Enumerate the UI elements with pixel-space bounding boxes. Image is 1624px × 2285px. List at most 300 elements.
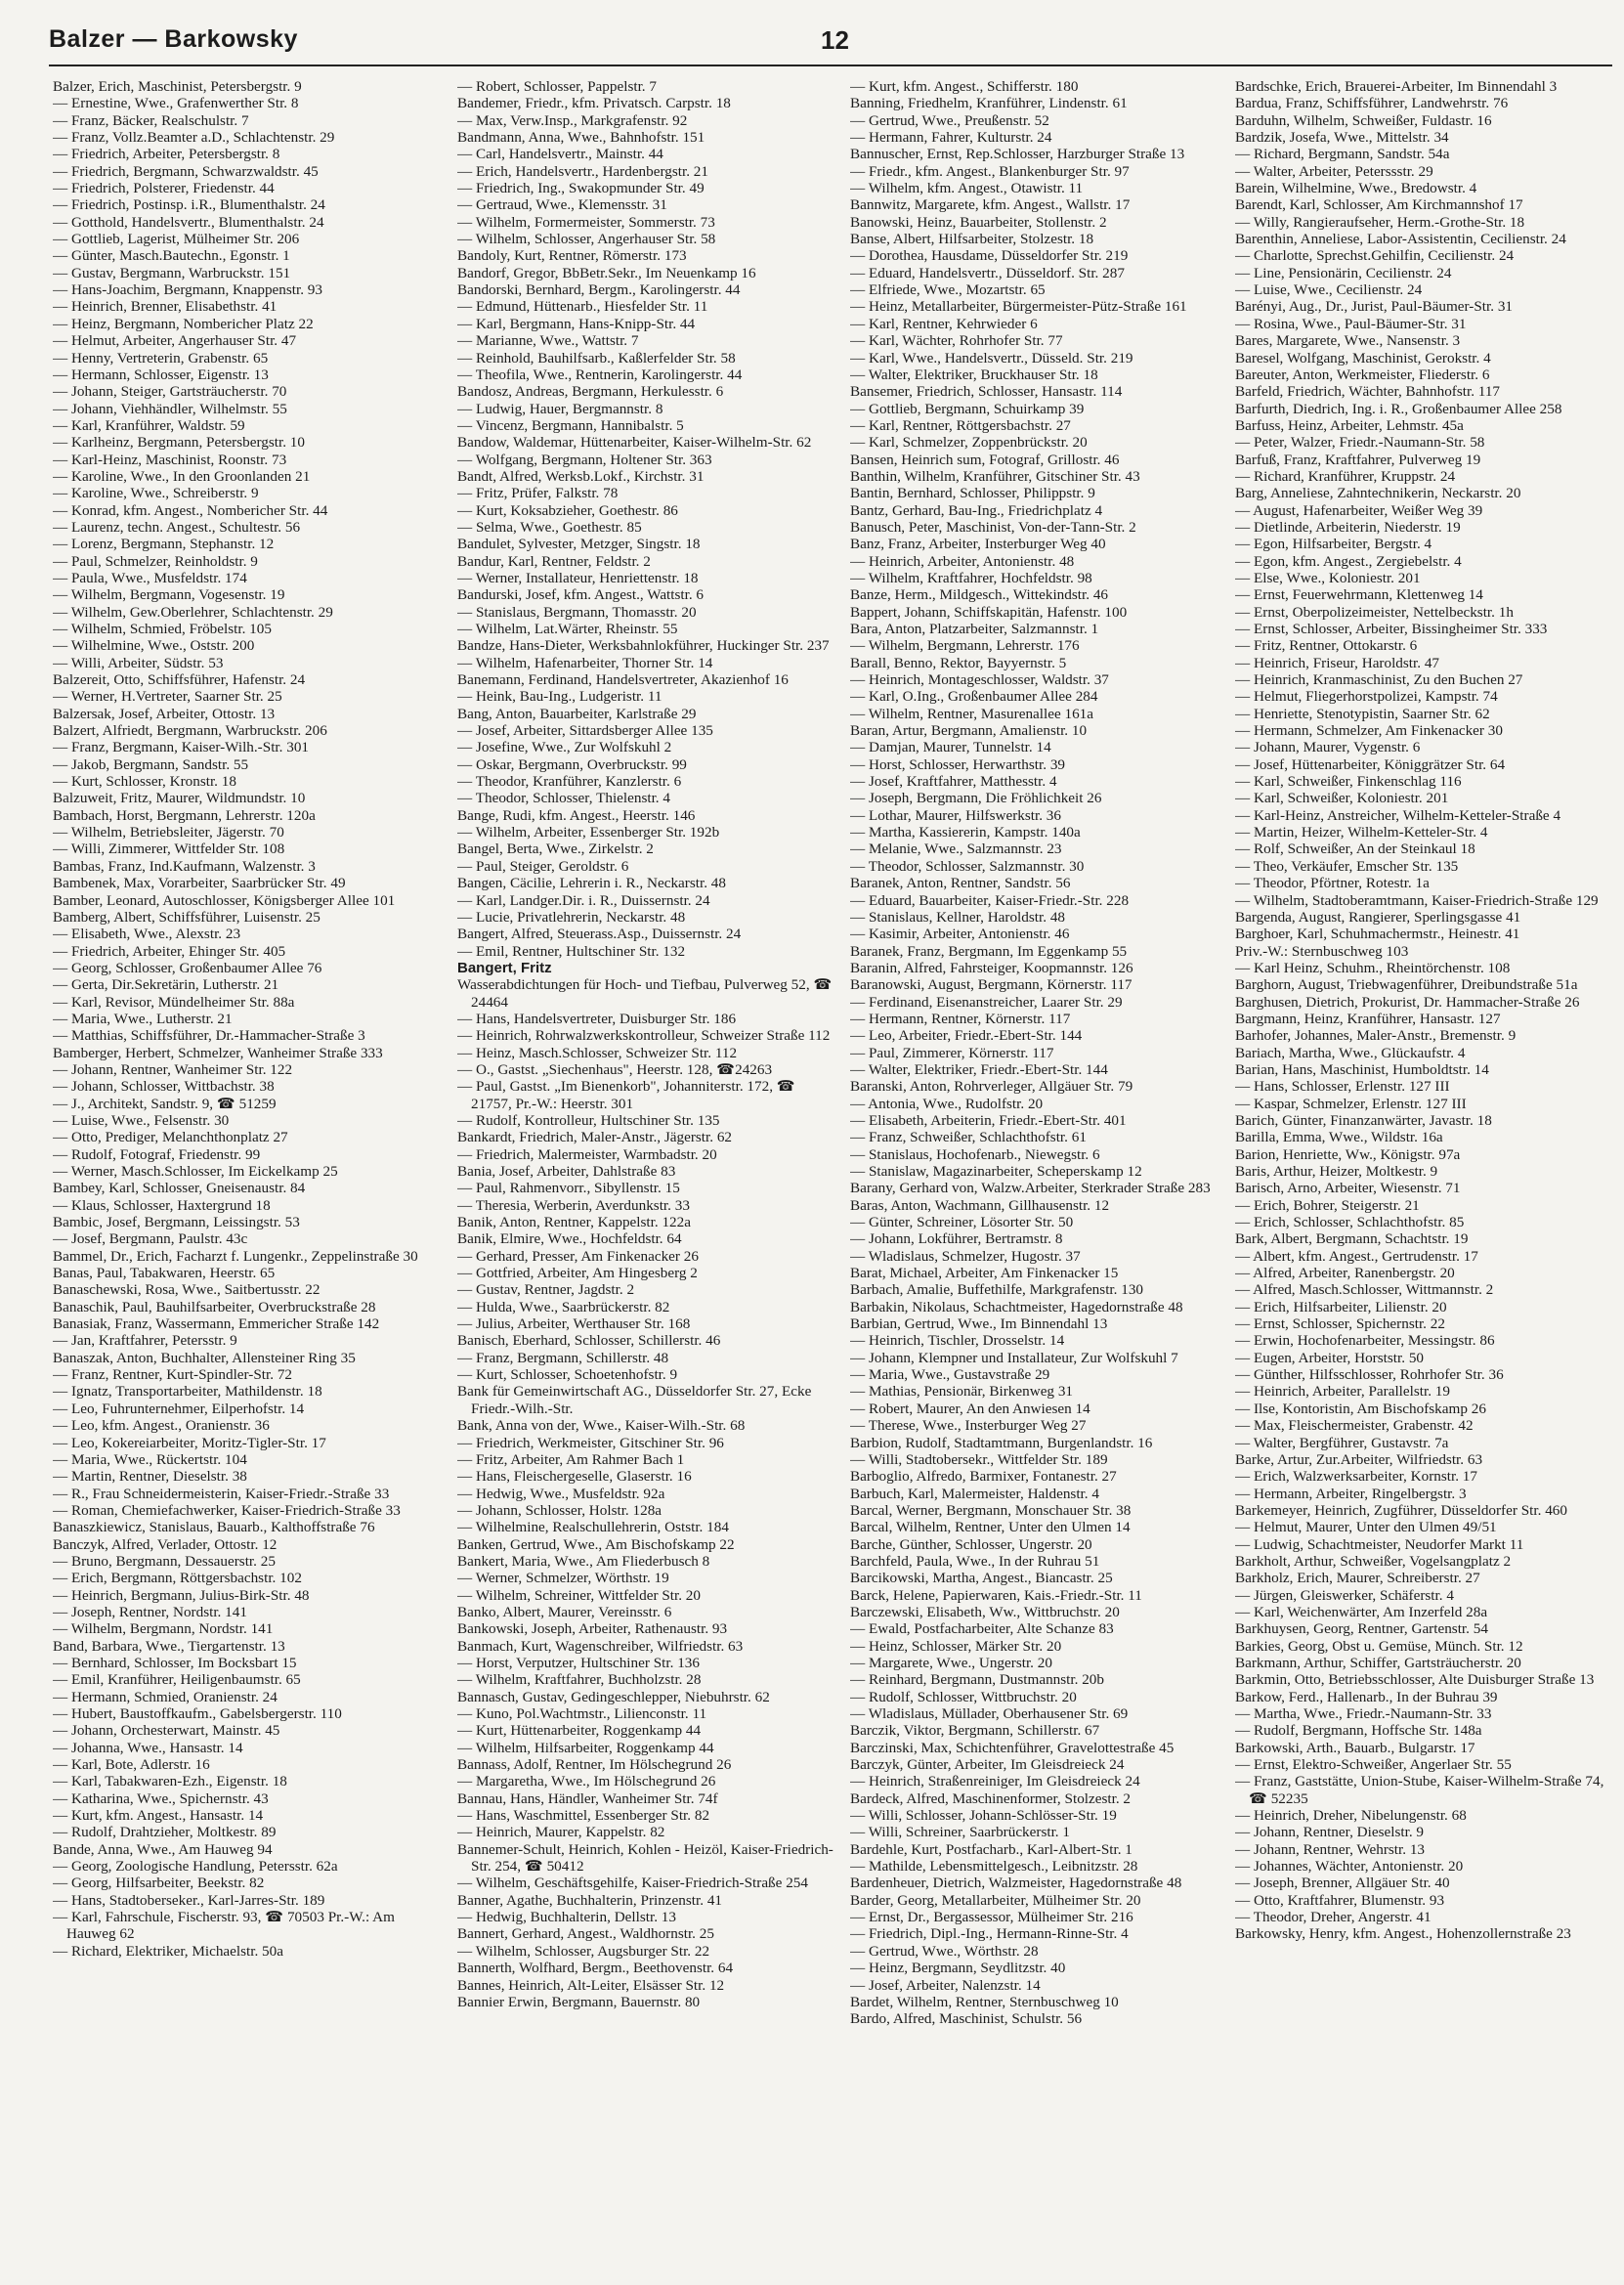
directory-entry: — Emil, Kranführer, Heiligenbaumstr. 65 — [53, 1671, 301, 1689]
directory-entry: Banik, Anton, Rentner, Kappelstr. 122a — [457, 1214, 691, 1231]
directory-entry: — Oskar, Bergmann, Overbruckstr. 99 — [457, 755, 687, 773]
directory-entry: — Helmut, Arbeiter, Angerhauser Str. 47 — [53, 332, 297, 350]
directory-entry: — Rudolf, Schlosser, Wittbruchstr. 20 — [850, 1688, 1077, 1705]
directory-entry: — Heinrich, Friseur, Haroldstr. 47 — [1235, 654, 1440, 671]
directory-entry: — Friedr., kfm. Angest., Blankenburger Str. 97 — [850, 162, 1130, 180]
directory-entry: Barfuß, Franz, Kraftfahrer, Pulverweg 19 — [1235, 451, 1481, 468]
directory-entry: Bansen, Heinrich sum, Fotograf, Grillostr. 46 — [850, 451, 1120, 468]
directory-entry: — Wilhelm, Lat.Wärter, Rheinstr. 55 — [457, 621, 678, 637]
directory-entry: — Hermann, Schmied, Oranienstr. 24 — [53, 1688, 278, 1705]
directory-entry: — Line, Pensionärin, Cecilienstr. 24 — [1235, 264, 1452, 281]
directory-entry: — Johann, Orchesterwart, Mainstr. 45 — [53, 1722, 280, 1740]
directory-entry: — Helmut, Maurer, Unter den Ulmen 49/51 — [1235, 1519, 1497, 1536]
directory-entry: — Erich, Bergmann, Röttgersbachstr. 102 — [53, 1570, 302, 1587]
directory-entry: Bardet, Wilhelm, Rentner, Sternbuschweg 10 — [850, 1993, 1119, 2010]
directory-entry: Barein, Wilhelmine, Wwe., Bredowstr. 4 — [1235, 180, 1477, 197]
directory-entry: Bambey, Karl, Schlosser, Gneisenaustr. 84 — [53, 1180, 306, 1197]
directory-entry: — Gertrud, Wwe., Preußenstr. 52 — [850, 111, 1049, 129]
directory-entry: — Elfriede, Wwe., Mozartstr. 65 — [850, 281, 1046, 299]
directory-entry: — Ernestine, Wwe., Grafenwerther Str. 8 — [53, 95, 299, 112]
directory-entry: Baranowski, August, Bergmann, Körnerstr. 117 — [850, 976, 1133, 994]
directory-entry: — Willi, Schlosser, Johann-Schlösser-Str. 19 — [850, 1807, 1117, 1825]
directory-entry: Baras, Anton, Wachmann, Gillhausenstr. 12 — [850, 1196, 1110, 1214]
directory-entry: — Wilhelm, Rentner, Masurenallee 161a — [850, 705, 1094, 722]
directory-entry: Bandt, Alfred, Werksb.Lokf., Kirchstr. 31 — [457, 467, 705, 485]
directory-entry: — Heinz, Metallarbeiter, Bürgermeister-Pütz-Straße 161 — [850, 298, 1187, 316]
directory-entry: — Kuno, Pol.Wachtmstr., Lilienconstr. 11 — [457, 1705, 707, 1722]
directory-entry: Barczik, Viktor, Bergmann, Schillerstr. 67 — [850, 1722, 1100, 1740]
directory-entry: — Heinrich, Maurer, Kappelstr. 82 — [457, 1824, 665, 1841]
directory-entry: — Eduard, Bauarbeiter, Kaiser-Friedr.-Str. 228 — [850, 891, 1130, 909]
directory-entry: — Heinrich, Straßenreiniger, Im Gleisdreieck 24 — [850, 1773, 1140, 1790]
directory-entry: — Paula, Wwe., Musfeldstr. 174 — [53, 569, 247, 586]
directory-entry: Banas, Paul, Tabakwaren, Heerstr. 65 — [53, 1265, 276, 1282]
directory-entry: Banaszak, Anton, Buchhalter, Allensteiner Ring 35 — [53, 1349, 356, 1366]
directory-entry: Barghusen, Dietrich, Prokurist, Dr. Hammacher-Straße 26 — [1235, 993, 1580, 1011]
directory-entry: — Willi, Arbeiter, Südstr. 53 — [53, 654, 224, 671]
directory-entry: — Wilhelm, Bergmann, Vogesenstr. 19 — [53, 586, 285, 604]
directory-entry: — Josef, Arbeiter, Nalenzstr. 14 — [850, 1976, 1041, 1994]
directory-entry: — Alfred, Arbeiter, Ranenbergstr. 20 — [1235, 1265, 1455, 1282]
directory-entry: — Karoline, Wwe., Schreiberstr. 9 — [53, 485, 259, 502]
directory-entry: Barkhuysen, Georg, Rentner, Gartenstr. 54 — [1235, 1620, 1488, 1638]
directory-entry: — Willy, Rangieraufseher, Herm.-Grothe-Str. 18 — [1235, 213, 1525, 231]
directory-entry: — Carl, Handelsvertr., Mainstr. 44 — [457, 146, 663, 163]
directory-entry: — Karl, O.Ing., Großenbaumer Allee 284 — [850, 688, 1098, 706]
directory-entry: Bandulet, Sylvester, Metzger, Singstr. 18 — [457, 536, 701, 553]
directory-entry: Balzersak, Josef, Arbeiter, Ottostr. 13 — [53, 705, 276, 722]
directory-entry: Bamberg, Albert, Schiffsführer, Luisenstr. 25 — [53, 908, 321, 926]
directory-entry: — Theresia, Werberin, Averdunkstr. 33 — [457, 1196, 690, 1214]
directory-entry: Bannier Erwin, Bergmann, Bauernstr. 80 — [457, 1993, 701, 2010]
directory-entry: Bantz, Gerhard, Bau-Ing., Friedrichplatz 4 — [850, 501, 1103, 519]
directory-entry: Banken, Gertrud, Wwe., Am Bischofskamp 22 — [457, 1535, 735, 1553]
directory-entry: Barche, Günther, Schlosser, Ungerstr. 20 — [850, 1535, 1092, 1553]
directory-entry: — Melanie, Wwe., Salzmannstr. 23 — [850, 841, 1062, 858]
directory-entry: Bank, Anna von der, Wwe., Kaiser-Wilh.-Str. 68 — [457, 1417, 746, 1435]
directory-entry: — Kaspar, Schmelzer, Erlenstr. 127 III — [1235, 1095, 1467, 1112]
directory-entry: — Leo, kfm. Angest., Oranienstr. 36 — [53, 1417, 270, 1435]
directory-entry: — Friedrich, Malermeister, Warmbadstr. 20 — [457, 1145, 717, 1163]
directory-entry: — Peter, Walzer, Friedr.-Naumann-Str. 58 — [1235, 434, 1485, 452]
directory-entry: Bardzik, Josefa, Wwe., Mittelstr. 34 — [1235, 129, 1449, 147]
directory-entry: — Hulda, Wwe., Saarbrückerstr. 82 — [457, 1298, 670, 1315]
directory-entry: Bandze, Hans-Dieter, Werksbahnlokführer, Huckinger Str. 237 — [457, 637, 830, 655]
directory-entry: — Heinrich, Rohrwalzwerksk​ontrolleur, Schweizer Straße 112 — [457, 1027, 831, 1045]
directory-entry: Barbach, Amalie, Buffethilfe, Markgrafenstr. 130 — [850, 1281, 1144, 1299]
directory-entry: — Horst, Verputzer, Hultschiner Str. 136 — [457, 1654, 700, 1671]
directory-entry: — Elisabeth, Wwe., Alexstr. 23 — [53, 926, 241, 943]
directory-entry: — Hans, Waschmittel, Essenberger Str. 82 — [457, 1807, 710, 1825]
directory-entry: — Josef, Kraftfahrer, Matthesstr. 4 — [850, 773, 1057, 791]
directory-entry: Barczewski, Elisabeth, Ww., Wittbruchstr. 20 — [850, 1603, 1120, 1620]
directory-entry: Barfurth, Diedrich, Ing. i. R., Großenbaumer Allee 258 — [1235, 400, 1562, 417]
directory-entry: — Karl, Weichenwärter, Am Inzerfeld 28a — [1235, 1603, 1488, 1620]
column-2 — [457, 78, 836, 2267]
directory-entry: — Karlheinz, Bergmann, Petersbergstr. 10 — [53, 434, 305, 452]
directory-entry: — Friedrich, Werkmeister, Gitschiner Str. 96 — [457, 1434, 724, 1451]
directory-entry: — Karl, Wächter, Rohrhofer Str. 77 — [850, 332, 1063, 350]
directory-entry: — Heinrich, Montageschlosser, Waldstr. 37 — [850, 671, 1109, 689]
directory-entry: — Erich, Schlosser, Schlachthofstr. 85 — [1235, 1214, 1465, 1231]
directory-entry: Bambic, Josef, Bergmann, Leissingstr. 53 — [53, 1214, 300, 1231]
directory-entry: Bankardt, Friedrich, Maler-Anstr., Jägerstr. 62 — [457, 1129, 733, 1146]
directory-entry: — Martin, Rentner, Dieselstr. 38 — [53, 1468, 247, 1486]
directory-entry: — Lucie, Privatlehrerin, Neckarstr. 48 — [457, 908, 686, 926]
directory-entry: — Egon, Hilfsarbeiter, Bergstr. 4 — [1235, 536, 1432, 553]
directory-entry: — Josef, Bergmann, Paulstr. 43c — [53, 1230, 248, 1248]
directory-entry: — Eduard, Handelsvertr., Düsseldorf. Str. 287 — [850, 264, 1125, 281]
directory-entry: — Friedrich, Bergmann, Schwarzwaldstr. 45 — [53, 162, 319, 180]
directory-entry: Bandur, Karl, Rentner, Feldstr. 2 — [457, 552, 651, 570]
directory-entry: — Gerta, Dir.Sekretärin, Lutherstr. 21 — [53, 976, 279, 994]
directory-entry: — Ernst, Oberpolizeimeister, Nettelbeckstr. 1h — [1235, 603, 1514, 621]
directory-entry: — Rudolf, Drahtzieher, Moltkestr. 89 — [53, 1824, 277, 1841]
directory-entry: — Ferdinand, Eisenanstreicher, Laarer Str. 29 — [850, 993, 1123, 1011]
directory-entry: Bandosz, Andreas, Bergmann, Herkulesstr. 6 — [457, 383, 724, 401]
directory-entry: — Heinz, Masch.Schlosser, Schweizer Str. 112 — [457, 1044, 738, 1061]
directory-entry: — Wilhelm, Hafenarbeiter, Thorner Str. 14 — [457, 654, 713, 671]
directory-entry: Baranek, Franz, Bergmann, Im Eggenkamp 55 — [850, 942, 1128, 960]
directory-entry: — Paul, Zimmerer, Körnerstr. 117 — [850, 1044, 1054, 1061]
directory-entry: — Franz, Schweißer, Schlachthofstr. 61 — [850, 1129, 1087, 1146]
directory-entry: — Martha, Wwe., Friedr.-Naumann-Str. 33 — [1235, 1705, 1492, 1722]
directory-entry: — J., Architekt, Sandstr. 9, ☎ 51259 — [53, 1095, 277, 1112]
directory-entry: — Gertrud, Wwe., Wörthstr. 28 — [850, 1942, 1039, 1960]
directory-entry: — Kurt, Schlosser, Schoetenhofstr. 9 — [457, 1366, 678, 1384]
directory-entry: — Hedwig, Wwe., Musfeldstr. 92a — [457, 1485, 665, 1502]
directory-entry: — Rudolf, Bergmann, Hoffsche Str. 148a — [1235, 1722, 1482, 1740]
directory-entry: — Friedrich, Dipl.-Ing., Hermann-Rinne-Str. 4 — [850, 1925, 1129, 1943]
directory-entry: Barkmann, Arthur, Schiffer, Gartsträucherstr. 20 — [1235, 1654, 1521, 1671]
directory-entry: Bannasch, Gustav, Gedingeschlepper, Niebuhrstr. 62 — [457, 1688, 770, 1705]
directory-entry: Bardschke, Erich, Brauerei-Arbeiter, Im Binnendahl 3 — [1235, 78, 1558, 95]
directory-entry: Barkowski, Arth., Bauarb., Bulgarstr. 17 — [1235, 1739, 1475, 1756]
directory-entry: — Karl, Wwe., Handelsvertr., Düsseld. Str. 219 — [850, 349, 1133, 366]
directory-entry: Barall, Benno, Rektor, Bayyernstr. 5 — [850, 654, 1067, 671]
directory-entry: Barkmin, Otto, Betriebsschlosser, Alte Duisburger Straße 13 — [1235, 1671, 1595, 1689]
directory-entry: — Erich, Walzwerksarbeiter, Kornstr. 17 — [1235, 1468, 1477, 1486]
directory-entry: — Otto, Kraftfahrer, Blumenstr. 93 — [1235, 1891, 1445, 1909]
directory-entry: — Rudolf, Kontrolleur, Hultschiner Str. 135 — [457, 1111, 720, 1129]
directory-entry: Barkies, Georg, Obst u. Gemüse, Münch. Str. 12 — [1235, 1637, 1523, 1655]
directory-entry: — Julius, Arbeiter, Werthauser Str. 168 — [457, 1315, 691, 1333]
directory-entry: — Leo, Arbeiter, Friedr.-Ebert-Str. 144 — [850, 1027, 1083, 1045]
directory-entry: — Hubert, Baustoffkaufm., Gabelsbergerstr. 110 — [53, 1705, 342, 1722]
directory-entry: — Johanna, Wwe., Hansastr. 14 — [53, 1739, 243, 1756]
directory-entry: — Georg, Zoologische Handlung, Petersstr. 62a — [53, 1858, 338, 1875]
directory-entry: Barbuch, Karl, Malermeister, Haldenstr. 4 — [850, 1485, 1099, 1502]
directory-entry: Barduhn, Wilhelm, Schweißer, Fuldastr. 16 — [1235, 111, 1492, 129]
directory-entry: — Otto, Prediger, Melanchthonplatz 27 — [53, 1129, 288, 1146]
directory-entry: — Martha, Kassiererin, Kampstr. 140a — [850, 824, 1081, 841]
directory-entry: Bammel, Dr., Erich, Facharzt f. Lungenkr., Zeppelinstraße 30 — [53, 1247, 418, 1265]
directory-entry: Baran, Artur, Bergmann, Amalienstr. 10 — [850, 722, 1088, 740]
directory-entry: — Heinz, Bergmann, Nombericher Platz 22 — [53, 315, 314, 332]
directory-entry: Wasserabdichtungen für Hoch- und Tiefbau, Pulverweg 52, ☎ 24464 — [457, 976, 833, 1011]
directory-entry: — Else, Wwe., Koloniestr. 201 — [1235, 569, 1421, 586]
directory-entry: — Werner, H.Vertreter, Saarner Str. 25 — [53, 688, 282, 706]
directory-entry: — Paul, Gastst. „Im Bienenkorb", Johanniterstr. 172, ☎ 21757, Pr.-W.: Heerstr. 301 — [457, 1078, 795, 1112]
directory-entry: — Hermann, Rentner, Körnerstr. 117 — [850, 1010, 1071, 1027]
directory-entry: Bambas, Franz, Ind.Kaufmann, Walzenstr. 3 — [53, 857, 316, 875]
directory-entry: — Fritz, Arbeiter, Am Rahmer Bach 1 — [457, 1450, 685, 1468]
directory-entry: — Walter, Arbeiter, Peterssstr. 29 — [1235, 162, 1433, 180]
directory-entry: — Karl, Bergmann, Hans-Knipp-Str. 44 — [457, 315, 696, 332]
directory-entry: Bardo, Alfred, Maschinist, Schulstr. 56 — [850, 2010, 1083, 2028]
directory-entry: Bannert, Gerhard, Angest., Waldhornstr. 25 — [457, 1925, 714, 1943]
directory-entry: Bandurski, Josef, kfm. Angest., Wattstr. 6 — [457, 586, 705, 604]
directory-entry: — Theodor, Dreher, Angerstr. 41 — [1235, 1909, 1432, 1926]
directory-entry: Baranek, Anton, Rentner, Sandstr. 56 — [850, 875, 1071, 892]
directory-entry: — Theodor, Schlosser, Thielenstr. 4 — [457, 790, 670, 807]
directory-entry: — Matthias, Schiffsführer, Dr.-Hammacher-Straße 3 — [53, 1027, 365, 1045]
directory-entry: — Albert, kfm. Angest., Gertrudenstr. 17 — [1235, 1247, 1478, 1265]
directory-entry: Barilla, Emma, Wwe., Wildstr. 16a — [1235, 1129, 1443, 1146]
directory-entry: — Heink, Bau-Ing., Ludgeristr. 11 — [457, 688, 662, 706]
directory-entry: — Robert, Schlosser, Pappelstr. 7 — [457, 78, 657, 95]
directory-entry: Bannerth, Wolfhard, Bergm., Beethovenstr. 64 — [457, 1960, 734, 1977]
directory-entry: — Karl, Schweißer, Finkenschlag 116 — [1235, 773, 1462, 791]
directory-entry: — Paul, Schmelzer, Reinholdstr. 9 — [53, 552, 258, 570]
directory-entry: Baranin, Alfred, Fahrsteiger, Koopmannstr. 126 — [850, 959, 1133, 976]
directory-entry: — Wilhelm, Schreiner, Wittfelder Str. 20 — [457, 1586, 701, 1604]
directory-entry: — Johann, Klempner und Installateur, Zur Wolfskuhl 7 — [850, 1349, 1178, 1366]
directory-entry: — Erich, Handelsvertr., Hardenbergstr. 21 — [457, 162, 708, 180]
directory-entry: — Josef, Arbeiter, Sittardsberger Allee 135 — [457, 722, 713, 740]
directory-entry: Bamberger, Herbert, Schmelzer, Wanheimer Straße 333 — [53, 1044, 383, 1061]
directory-entry: — Richard, Elektriker, Michaelstr. 50a — [53, 1942, 283, 1960]
directory-entry: Bandemer, Friedr., kfm. Privatsch. Carpstr. 18 — [457, 95, 731, 112]
directory-entry: Barkemeyer, Heinrich, Zugführer, Düsseldorfer Str. 460 — [1235, 1501, 1567, 1519]
directory-entry: — Gottlieb, Lagerist, Mülheimer Str. 206 — [53, 231, 300, 248]
directory-entry: — Wilhelm, Schmied, Fröbelstr. 105 — [53, 621, 272, 637]
directory-entry: Bannass, Adolf, Rentner, Im Hölschegrund 26 — [457, 1756, 732, 1774]
directory-entry: — Ernst, Elektro-Schweißer, Angerlaer Str. 55 — [1235, 1756, 1512, 1774]
directory-entry: Bandow, Waldemar, Hüttenarbeiter, Kaiser-Wilhelm-Str. 62 — [457, 434, 812, 452]
directory-entry: — Stanislaw, Magazinarbeiter, Schepersk​amp 12 — [850, 1163, 1142, 1180]
directory-entry: — Heinrich, Bergmann, Julius-Birk-Str. 48 — [53, 1586, 310, 1604]
directory-entry: Bareuter, Anton, Werkmeister, Fliederstr. 6 — [1235, 366, 1490, 383]
directory-entry: — Heinz, Bergmann, Seydlitzstr. 40 — [850, 1960, 1066, 1977]
directory-entry: — Joseph, Brenner, Allgäuer Str. 40 — [1235, 1875, 1450, 1892]
directory-entry: Priv.-W.: Sternbuschweg 103 — [1235, 942, 1409, 960]
directory-entry: — Wilhelm, Stadtoberamtmann, Kaiser-Friedrich-Straße 129 — [1235, 891, 1599, 909]
directory-entry: — Joseph, Rentner, Nordstr. 141 — [53, 1603, 247, 1620]
directory-entry: — Ewald, Postfacharbeiter, Alte Schanze 83 — [850, 1620, 1114, 1638]
directory-entry: Barényi, Aug., Dr., Jurist, Paul-Bäumer-Str. 31 — [1235, 298, 1514, 316]
directory-entry: — Wilhelm, Gew.Oberlehrer, Schlachtenstr. 29 — [53, 603, 333, 621]
directory-entry: — Erich, Hilfsarbeiter, Lilienstr. 20 — [1235, 1298, 1447, 1315]
directory-entry: — Hermann, Schmelzer, Am Finkenacker 30 — [1235, 722, 1503, 740]
directory-entry: Bangen, Cäcilie, Lehrerin i. R., Neckarstr. 48 — [457, 875, 726, 892]
directory-entry: — Johann, Schlosser, Holstr. 128a — [457, 1501, 662, 1519]
directory-entry: — Vincenz, Bergmann, Hannibalstr. 5 — [457, 416, 684, 434]
directory-entry: Bargmann, Heinz, Kranführer, Hansastr. 127 — [1235, 1010, 1501, 1027]
directory-entry: Barbian, Gertrud, Wwe., Im Binnendahl 13 — [850, 1315, 1108, 1333]
directory-entry: Bandorski, Bernhard, Bergm., Karolingerstr. 44 — [457, 281, 741, 299]
directory-entry: — Wilhelm, Arbeiter, Essenberger Str. 192b — [457, 824, 720, 841]
directory-entry: — Eugen, Arbeiter, Horststr. 50 — [1235, 1349, 1425, 1366]
directory-entry: Baresel, Wolfgang, Maschinist, Gerokstr. 4 — [1235, 349, 1491, 366]
directory-entry: Barg, Anneliese, Zahntechnikerin, Neckarstr. 20 — [1235, 485, 1521, 502]
directory-entry: — Franz, Rentner, Kurt-Spindler-Str. 72 — [53, 1366, 293, 1384]
directory-entry: Barat, Michael, Arbeiter, Am Finkenacker 15 — [850, 1265, 1119, 1282]
directory-entry: Banemann, Ferdinand, Handelsvertreter, Akazienhof 16 — [457, 671, 789, 689]
directory-entry: — Henny, Vertreterin, Grabenstr. 65 — [53, 349, 269, 366]
directory-entry: — Jürgen, Gleiswerker, Schäferstr. 4 — [1235, 1586, 1454, 1604]
directory-entry: Barfeld, Friedrich, Wächter, Bahnhofstr. 117 — [1235, 383, 1501, 401]
directory-entry: Bardua, Franz, Schiffsführer, Landwehrstr. 76 — [1235, 95, 1509, 112]
directory-entry: — Luise, Wwe., Felsenstr. 30 — [53, 1111, 230, 1129]
directory-entry: Banczyk, Alfred, Verlader, Ottostr. 12 — [53, 1535, 278, 1553]
directory-entry: Banusch, Peter, Maschinist, Von-der-Tann-Str. 2 — [850, 518, 1136, 536]
directory-entry: — Charlotte, Sprechst.Gehilfin, Cecilienstr. 24 — [1235, 247, 1515, 265]
directory-entry: Banze, Herm., Mildgesch., Wittekindstr. 46 — [850, 586, 1109, 604]
directory-entry: — Maria, Wwe., Lutherstr. 21 — [53, 1010, 233, 1027]
directory-entry: — Karl Heinz, Schuhm., Rheintörchenstr. 108 — [1235, 959, 1511, 976]
directory-entry: — Reinhard, Bergmann, Dustmannstr. 20b — [850, 1671, 1104, 1689]
directory-entry: — Karl-Heinz, Maschinist, Roonstr. 73 — [53, 451, 287, 468]
directory-entry: — Walter, Elektriker, Friedr.-Ebert-Str. 144 — [850, 1060, 1108, 1078]
directory-entry: Bardenheuer, Dietrich, Walzmeister, Hagedornstraße 48 — [850, 1875, 1182, 1892]
directory-entry: Barbakin, Nikolaus, Schachtmeister, Hagedornstraße 48 — [850, 1298, 1183, 1315]
directory-entry: Bambach, Horst, Bergmann, Lehrerstr. 120a — [53, 806, 316, 824]
directory-entry: Bande, Anna, Wwe., Am Hauweg 94 — [53, 1840, 273, 1858]
directory-entry: Bannwitz, Margarete, kfm. Angest., Wallstr. 17 — [850, 196, 1131, 214]
directory-entry: — Georg, Schlosser, Großenbaumer Allee 76 — [53, 959, 322, 976]
directory-entry: — Franz, Vollz.Beamter a.D., Schlachtenstr. 29 — [53, 129, 335, 147]
directory-entry: — Rudolf, Fotograf, Friedenstr. 99 — [53, 1145, 261, 1163]
directory-entry: — Theodor, Schlosser, Salzmannstr. 30 — [850, 857, 1085, 875]
directory-entry: — Joseph, Bergmann, Die Fröhlichkeit 26 — [850, 790, 1102, 807]
column-1 — [53, 78, 432, 2267]
directory-entry: — Therese, Wwe., Insterburger Weg 27 — [850, 1417, 1087, 1435]
directory-entry: — Heinrich, Tischler, Drosselstr. 14 — [850, 1332, 1065, 1350]
directory-entry: Bappert, Johann, Schiffskapitän, Hafenstr. 100 — [850, 603, 1128, 621]
directory-entry: Bannemer-Schult, Heinrich, Kohlen - Heizöl, Kaiser-Friedrich-Str. 254, ☎ 50412 — [457, 1840, 833, 1875]
directory-entry: — Margaretha, Wwe., Im Hölschegrund 26 — [457, 1773, 716, 1790]
directory-entry: — Mathilde, Lebensmittelgesch., Leibnitzstr. 28 — [850, 1858, 1138, 1875]
directory-entry: — Reinhold, Bauhilfsarb., Kaßlerfelder Str. 58 — [457, 349, 736, 366]
directory-entry: Balzert, Alfriedt, Bergmann, Warbruckstr. 206 — [53, 722, 327, 740]
directory-entry: — Lothar, Maurer, Hilfswerkstr. 36 — [850, 806, 1061, 824]
directory-entry: — Richard, Bergmann, Sandstr. 54a — [1235, 146, 1450, 163]
directory-entry: Bannau, Hans, Händler, Wanheimer Str. 74f — [457, 1789, 718, 1807]
directory-entry: Barian, Hans, Maschinist, Humboldtstr. 14 — [1235, 1060, 1489, 1078]
directory-entry: — Hans-Joachim, Bergmann, Knappenstr. 93 — [53, 281, 322, 299]
directory-entry: Bangert, Fritz — [457, 959, 552, 976]
directory-entry: — Johann, Viehhändler, Wilhelmstr. 55 — [53, 400, 287, 417]
directory-entry: — Friedrich, Ing., Swakopmunder Str. 49 — [457, 180, 705, 197]
directory-entry: — Günter, Schreiner, Lösorter Str. 50 — [850, 1214, 1074, 1231]
directory-entry: Bargenda, August, Rangierer, Sperlingsgasse 41 — [1235, 908, 1521, 926]
directory-entry: Barbion, Rudolf, Stadtamtmann, Burgenlandstr. 16 — [850, 1434, 1153, 1451]
directory-entry: — Rolf, Schweißer, An der Steinkaul 18 — [1235, 841, 1475, 858]
directory-entry: — Johann, Schlosser, Wittbachstr. 38 — [53, 1078, 275, 1096]
directory-entry: — Karl, Schweißer, Koloniestr. 201 — [1235, 790, 1449, 807]
directory-entry: — Theodor, Kranführer, Kanzlerstr. 6 — [457, 773, 682, 791]
directory-entry: — Wilhelmine, Wwe., Oststr. 200 — [53, 637, 255, 655]
directory-entry: Bange, Rudi, kfm. Angest., Heerstr. 146 — [457, 806, 696, 824]
directory-entry: — Heinrich, Dreher, Nibelungenstr. 68 — [1235, 1807, 1467, 1825]
directory-entry: — Kurt, kfm. Angest., Schifferstr. 180 — [850, 78, 1079, 95]
directory-entry: — Gustav, Rentner, Jagdstr. 2 — [457, 1281, 635, 1299]
directory-entry: — Heinz, Schlosser, Märker Str. 20 — [850, 1637, 1062, 1655]
directory-entry: Barcal, Wilhelm, Rentner, Unter den Ulmen 14 — [850, 1519, 1131, 1536]
directory-entry: Bark, Albert, Bergmann, Schachtstr. 19 — [1235, 1230, 1469, 1248]
directory-entry: — Josef, Hüttenarbeiter, Königgrätzer Str. 64 — [1235, 755, 1506, 773]
directory-entry: — Johann, Steiger, Gartsträucherstr. 70 — [53, 383, 287, 401]
directory-entry: — Gertraud, Wwe., Klemensstr. 31 — [457, 196, 667, 214]
directory-entry: — Kasimir, Arbeiter, Antonienstr. 46 — [850, 926, 1070, 943]
page-number: 12 — [821, 25, 849, 55]
directory-entry: — Heinrich, Arbeiter, Parallelstr. 19 — [1235, 1383, 1450, 1401]
directory-entry: Banko, Albert, Maurer, Vereinsstr. 6 — [457, 1603, 672, 1620]
directory-entry: — O., Gastst. „Siechenhaus", Heerstr. 128, ☎24263 — [457, 1060, 773, 1078]
directory-entry: — Josefine, Wwe., Zur Wolfskuhl 2 — [457, 739, 672, 756]
directory-entry: — Heinrich, Brenner, Elisabethstr. 41 — [53, 298, 278, 316]
directory-entry: Barkow, Ferd., Hallenarb., In der Buhrau 39 — [1235, 1688, 1498, 1705]
directory-entry: — Kurt, kfm. Angest., Hansastr. 14 — [53, 1807, 264, 1825]
directory-entry: Bangel, Berta, Wwe., Zirkelstr. 2 — [457, 841, 654, 858]
directory-entry: — Wilhelm, Schlosser, Augsburger Str. 22 — [457, 1942, 710, 1960]
directory-entry: — Karl, Kranführer, Waldstr. 59 — [53, 416, 245, 434]
directory-entry: — Willi, Zimmerer, Wittfelder Str. 108 — [53, 841, 285, 858]
directory-entry: — Franz, Gaststätte, Union-Stube, Kaiser-Wilhelm-Straße 74, ☎ 52235 — [1235, 1773, 1604, 1807]
directory-columns — [53, 78, 1616, 2267]
directory-entry: Bardehle, Kurt, Postfacharb., Karl-Albert-Str. 1 — [850, 1840, 1133, 1858]
directory-entry: — Ludwig, Schachtmeister, Neudorfer Markt 11 — [1235, 1535, 1524, 1553]
directory-entry: — Mathias, Pensionär, Birkenweg 31 — [850, 1383, 1074, 1401]
directory-entry: — Theo, Verkäufer, Emscher Str. 135 — [1235, 857, 1459, 875]
directory-entry: — Johannes, Wächter, Antonienstr. 20 — [1235, 1858, 1464, 1875]
directory-entry: Bambenek, Max, Vorarbeiter, Saarbrücker Str. 49 — [53, 875, 346, 892]
directory-entry: — Roman, Chemiefachwerker, Kaiser-Friedrich-Straße 33 — [53, 1501, 401, 1519]
directory-entry: — Egon, kfm. Angest., Zergiebelstr. 4 — [1235, 552, 1462, 570]
directory-entry: Barkholt, Arthur, Schweißer, Vogelsangplatz 2 — [1235, 1552, 1512, 1570]
directory-entry: — Paul, Rahmenvorr., Sibyllenstr. 15 — [457, 1180, 680, 1197]
directory-entry: Banse, Albert, Hilfsarbeiter, Stolzestr. 18 — [850, 231, 1094, 248]
directory-entry: Barhofer, Johannes, Maler-Anstr., Bremenstr. 9 — [1235, 1027, 1517, 1045]
directory-entry: — Wilhelm, Schlosser, Angerhauser Str. 58 — [457, 231, 716, 248]
directory-entry: — Richard, Kranführer, Kruppstr. 24 — [1235, 467, 1456, 485]
directory-entry: — Konrad, kfm. Angest., Nombericher Str. 44 — [53, 501, 328, 519]
directory-entry: — Emil, Rentner, Hultschiner Str. 132 — [457, 942, 686, 960]
directory-entry: — Marianne, Wwe., Wattstr. 7 — [457, 332, 639, 350]
directory-entry: — Hermann, Schlosser, Eigenstr. 13 — [53, 366, 269, 383]
directory-entry: Barany, Gerhard von, Walzw.Arbeiter, Sterkrader Straße 283 — [850, 1180, 1211, 1197]
directory-entry: Banner, Agathe, Buchhalterin, Prinzenstr. 41 — [457, 1891, 723, 1909]
directory-entry: — Fritz, Rentner, Ottokarstr. 6 — [1235, 637, 1418, 655]
directory-entry: Bank für Gemeinwirtschaft AG., Düsseldorfer Str. 27, Ecke Friedr.-Wilh.-Str. — [457, 1383, 812, 1417]
directory-entry: — Kurt, Schlosser, Kronstr. 18 — [53, 773, 236, 791]
directory-entry: Banowski, Heinz, Bauarbeiter, Stollenstr. 2 — [850, 213, 1107, 231]
directory-entry: — Helmut, Fliegerhorstpolizei, Kampstr. 74 — [1235, 688, 1498, 706]
directory-entry: Banz, Franz, Arbeiter, Insterburger Weg 40 — [850, 536, 1106, 553]
directory-entry: — Horst, Schlosser, Herwarthstr. 39 — [850, 755, 1066, 773]
directory-entry: — Margarete, Wwe., Ungerstr. 20 — [850, 1654, 1052, 1671]
directory-entry: Bankert, Maria, Wwe., Am Fliederbusch 8 — [457, 1552, 710, 1570]
directory-entry: Banik, Elmire, Wwe., Hochfeldstr. 64 — [457, 1230, 682, 1248]
directory-entry: Bankowski, Joseph, Arbeiter, Rathenaustr. 93 — [457, 1620, 728, 1638]
directory-entry: — Ignatz, Transportarbeiter, Mathildenstr. 18 — [53, 1383, 322, 1401]
directory-entry: — Fritz, Prüfer, Falkstr. 78 — [457, 485, 619, 502]
directory-entry: — Dietlinde, Arbeiterin, Niederstr. 19 — [1235, 518, 1461, 536]
directory-entry: — Friedrich, Polsterer, Friedenstr. 44 — [53, 180, 275, 197]
directory-entry: — Selma, Wwe., Goethestr. 85 — [457, 518, 642, 536]
directory-entry: — Paul, Steiger, Geroldstr. 6 — [457, 857, 629, 875]
